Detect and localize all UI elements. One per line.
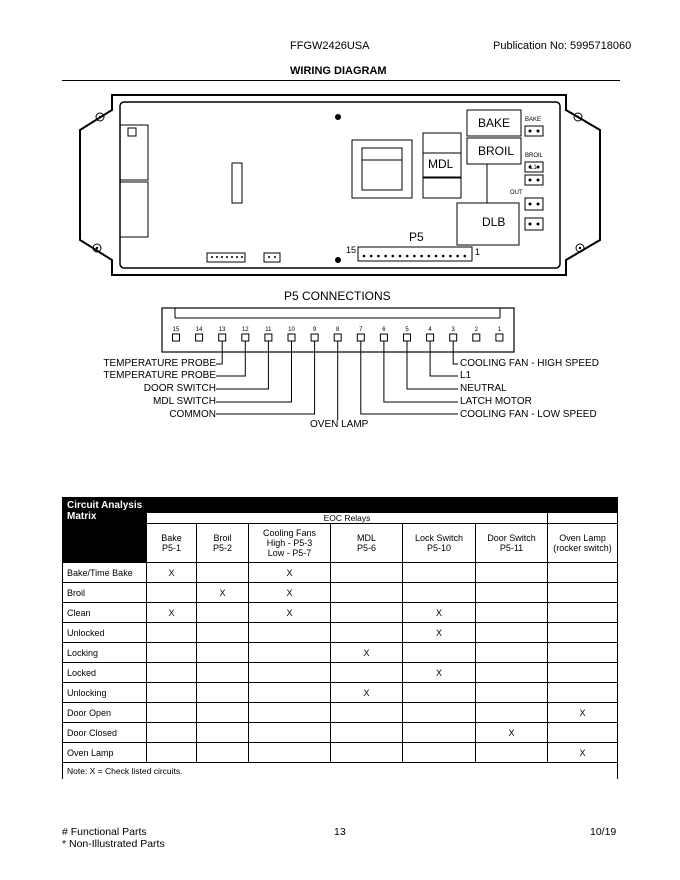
matrix-cell <box>197 643 249 663</box>
matrix-column-header-line: High - P5-3 <box>266 538 313 548</box>
matrix-column-header-line: Low - P5-7 <box>267 548 312 558</box>
matrix-cell <box>548 723 618 743</box>
matrix-cell <box>197 703 249 723</box>
eoc-relays-header: EOC Relays <box>147 513 548 524</box>
circuit-analysis-matrix <box>62 497 618 779</box>
model-number: FFGW2426USA <box>290 40 370 52</box>
matrix-cell <box>331 703 403 723</box>
matrix-cell <box>147 683 197 703</box>
p5-pin-socket <box>173 334 180 341</box>
matrix-column-header <box>548 524 618 563</box>
bake-connector-label: BAKE <box>525 117 542 123</box>
matrix-column-header-line: P5-6 <box>356 543 376 553</box>
matrix-cell <box>476 603 548 623</box>
p5-wire <box>216 341 268 389</box>
p5-wire <box>407 341 458 389</box>
p5-wire <box>384 341 458 402</box>
p5-pin-socket <box>288 334 295 341</box>
p5-pin-number: 1 <box>497 327 502 333</box>
board-p5-pin <box>449 255 452 258</box>
p5-pin-number: 12 <box>241 327 249 333</box>
p5-pin-number: 10 <box>288 327 295 333</box>
matrix-cell: X <box>403 623 476 643</box>
matrix-cell <box>403 723 476 743</box>
matrix-cell <box>403 563 476 583</box>
matrix-cell <box>197 683 249 703</box>
matrix-cell <box>331 583 403 603</box>
p5-pin-socket <box>196 334 203 341</box>
board-p5-pin <box>428 255 431 258</box>
out-connector-label: OUT <box>510 190 523 196</box>
p5-pin-number: 6 <box>382 327 386 333</box>
p5-connections-title: P5 CONNECTIONS <box>284 289 391 303</box>
board-p5-pin <box>377 255 380 258</box>
matrix-column-header-line: Cooling Fans <box>262 528 317 538</box>
matrix-cell <box>197 563 249 583</box>
matrix-cell <box>147 643 197 663</box>
wire-label-latch-motor: LATCH MOTOR <box>460 396 532 407</box>
p5-pin-number: 4 <box>428 327 432 333</box>
matrix-cell <box>147 703 197 723</box>
matrix-corner-fill <box>63 524 147 563</box>
publication-number: Publication No: 5995718060 <box>493 40 632 52</box>
table-row <box>63 663 618 683</box>
matrix-row-label: Broil <box>63 583 147 603</box>
matrix-cell <box>331 563 403 583</box>
board-p5-pin <box>435 255 438 258</box>
matrix-column-header-line: Oven Lamp <box>559 533 606 543</box>
matrix-row-label: Bake/Time Bake <box>63 563 147 583</box>
p5-pin-socket <box>219 334 226 341</box>
footer-non-illustrated-parts: * Non-Illustrated Parts <box>62 838 165 850</box>
matrix-cell: X <box>548 703 618 723</box>
matrix-cell <box>548 683 618 703</box>
matrix-cell <box>331 663 403 683</box>
p5-pin-number: 5 <box>405 327 409 333</box>
p5-wire <box>430 341 458 376</box>
matrix-column-header-line: P5-1 <box>161 543 181 553</box>
p5-pin-socket <box>334 334 341 341</box>
p5-pin-number: 3 <box>451 327 455 333</box>
matrix-cell <box>249 623 331 643</box>
p5-pin-number: 8 <box>336 327 340 333</box>
wire-label-cooling-fan-low: COOLING FAN - LOW SPEED <box>460 409 597 420</box>
p5-board-label: P5 <box>409 230 424 244</box>
board-p5-pin <box>384 255 387 258</box>
matrix-cell: X <box>476 723 548 743</box>
matrix-cell <box>403 643 476 663</box>
matrix-cell <box>403 683 476 703</box>
matrix-column-header-line: Lock Switch <box>414 533 464 543</box>
board-p5-pin <box>420 255 423 258</box>
matrix-cell: X <box>197 583 249 603</box>
matrix-cell <box>197 663 249 683</box>
matrix-cell <box>548 623 618 643</box>
wire-label-door-switch: DOOR SWITCH <box>143 383 216 394</box>
matrix-cell <box>249 723 331 743</box>
p5-pin-socket <box>427 334 434 341</box>
l1-connector-label: L1 <box>530 165 537 171</box>
mdl-relay-label: MDL <box>428 157 454 171</box>
board-p5-pin <box>363 255 366 258</box>
table-row <box>63 683 618 703</box>
p5-pin-socket <box>311 334 318 341</box>
matrix-column-header <box>476 524 548 563</box>
matrix-cell <box>331 723 403 743</box>
matrix-column-header <box>197 524 249 563</box>
matrix-cell: X <box>249 603 331 623</box>
matrix-row-label: Unlocked <box>63 623 147 643</box>
matrix-cell <box>331 623 403 643</box>
page-title: WIRING DIAGRAM <box>290 65 387 77</box>
matrix-cell <box>249 663 331 683</box>
board-p5-pin <box>406 255 409 258</box>
p5-pin-number: 7 <box>359 327 363 333</box>
matrix-cell <box>476 583 548 603</box>
matrix-row-label: Locking <box>63 643 147 663</box>
matrix-cell: X <box>403 663 476 683</box>
matrix-cell <box>476 623 548 643</box>
p5-pin-socket <box>450 334 457 341</box>
matrix-cell <box>147 623 197 643</box>
matrix-cell: X <box>331 683 403 703</box>
table-row <box>63 723 618 743</box>
matrix-cell: X <box>403 603 476 623</box>
bake-relay-label: BAKE <box>478 116 511 130</box>
matrix-cell <box>197 603 249 623</box>
matrix-cell <box>147 723 197 743</box>
matrix-cell <box>403 703 476 723</box>
matrix-cell <box>249 683 331 703</box>
table-row <box>63 603 618 623</box>
matrix-cell <box>249 743 331 763</box>
dlb-relay-label: DLB <box>482 215 506 229</box>
matrix-cell <box>147 583 197 603</box>
matrix-cell: X <box>249 563 331 583</box>
p5-pin-socket <box>380 334 387 341</box>
wire-label-common: COMMON <box>169 409 216 420</box>
board-p5-pin <box>399 255 402 258</box>
matrix-row-label: Door Open <box>63 703 147 723</box>
footer-date: 10/19 <box>590 826 617 838</box>
broil-relay-label: BROIL <box>478 144 515 158</box>
matrix-column-header-line: MDL <box>356 533 376 543</box>
matrix-cell <box>476 703 548 723</box>
table-row <box>63 623 618 643</box>
matrix-cell <box>197 743 249 763</box>
p5-pin-number: 14 <box>195 327 203 333</box>
matrix-cell <box>249 643 331 663</box>
wire-label-temperature-probe-2: TEMPERATURE PROBE <box>103 370 216 381</box>
matrix-column-header-line: Broil <box>213 533 232 543</box>
wire-label-l1: L1 <box>460 370 472 381</box>
table-row <box>63 583 618 603</box>
p5-pin-number: 9 <box>312 327 317 333</box>
matrix-cell <box>548 663 618 683</box>
p5-wire <box>216 341 292 402</box>
matrix-cell <box>197 623 249 643</box>
matrix-cell <box>476 663 548 683</box>
matrix-cell <box>403 743 476 763</box>
table-row <box>63 703 618 723</box>
p5-pin-socket <box>496 334 503 341</box>
matrix-column-header <box>331 524 403 563</box>
matrix-row-label: Door Closed <box>63 723 147 743</box>
board-p5-pin <box>370 255 373 258</box>
p5-pin-number: 15 <box>172 327 180 333</box>
matrix-cell <box>249 703 331 723</box>
matrix-row-label: Clean <box>63 603 147 623</box>
broil-connector-label: BROIL <box>525 153 544 159</box>
matrix-cell <box>548 603 618 623</box>
table-row <box>63 743 618 763</box>
p5-pin15-label: 15 <box>346 245 357 255</box>
matrix-header-row <box>63 524 618 563</box>
wire-label-mdl-switch: MDL SWITCH <box>153 396 216 407</box>
matrix-cell <box>147 663 197 683</box>
matrix-cell <box>476 643 548 663</box>
p5-pin-socket <box>404 334 411 341</box>
matrix-cell <box>476 743 548 763</box>
table-row <box>63 563 618 583</box>
matrix-cell: X <box>331 643 403 663</box>
board-p5-pin <box>442 255 445 258</box>
wire-label-temperature-probe-1: TEMPERATURE PROBE <box>103 358 216 369</box>
matrix-row-label: Unlocking <box>63 683 147 703</box>
matrix-column-header-line: P5-2 <box>212 543 232 553</box>
matrix-cell: X <box>147 563 197 583</box>
matrix-cell <box>197 723 249 743</box>
matrix-cell <box>331 743 403 763</box>
wire-label-cooling-fan-high: COOLING FAN - HIGH SPEED <box>460 358 599 369</box>
matrix-column-header-line: P5-11 <box>499 543 524 553</box>
matrix-cell: X <box>548 743 618 763</box>
matrix-cell <box>147 743 197 763</box>
matrix-row-label: Oven Lamp <box>63 743 147 763</box>
board-p5-pin <box>464 255 467 258</box>
p5-pin-number: 13 <box>218 327 226 333</box>
p5-pin-socket <box>357 334 364 341</box>
matrix-cell <box>403 583 476 603</box>
matrix-column-header-line: Bake <box>161 533 182 543</box>
p5-pin-socket <box>242 334 249 341</box>
footer-functional-parts: # Functional Parts <box>62 826 147 838</box>
matrix-cell <box>548 563 618 583</box>
p5-wire <box>216 341 245 376</box>
matrix-cell <box>548 643 618 663</box>
matrix-column-header <box>249 524 331 563</box>
matrix-column-header-line: P5-10 <box>426 543 452 553</box>
matrix-cell <box>548 583 618 603</box>
matrix-note: Note: X = Check listed circuits. <box>63 763 618 780</box>
matrix-column-header-line: Door Switch <box>487 533 536 543</box>
p5-pin1-label: 1 <box>475 247 481 257</box>
matrix-cell: X <box>147 603 197 623</box>
wire-label-oven-lamp: OVEN LAMP <box>310 419 369 430</box>
board-p5-pin <box>392 255 395 258</box>
board-p5-pin <box>413 255 416 258</box>
wire-label-neutral: NEUTRAL <box>460 383 507 394</box>
matrix-cell <box>476 683 548 703</box>
matrix-cell: X <box>249 583 331 603</box>
matrix-corner: Circuit Analysis Matrix <box>63 498 147 524</box>
p5-pin-number: 11 <box>265 327 272 333</box>
matrix-column-header-line: (rocker switch) <box>553 543 612 553</box>
matrix-row-label: Locked <box>63 663 147 683</box>
matrix-column-header <box>403 524 476 563</box>
p5-pin-socket <box>265 334 272 341</box>
board-p5-pin <box>456 255 459 258</box>
p5-pin-number: 2 <box>474 327 478 333</box>
matrix-column-header <box>147 524 197 563</box>
table-row <box>63 643 618 663</box>
matrix-cell <box>331 603 403 623</box>
p5-pin-socket <box>473 334 480 341</box>
page-number: 13 <box>334 826 346 838</box>
control-board-diagram <box>0 0 680 290</box>
matrix-cell <box>476 563 548 583</box>
